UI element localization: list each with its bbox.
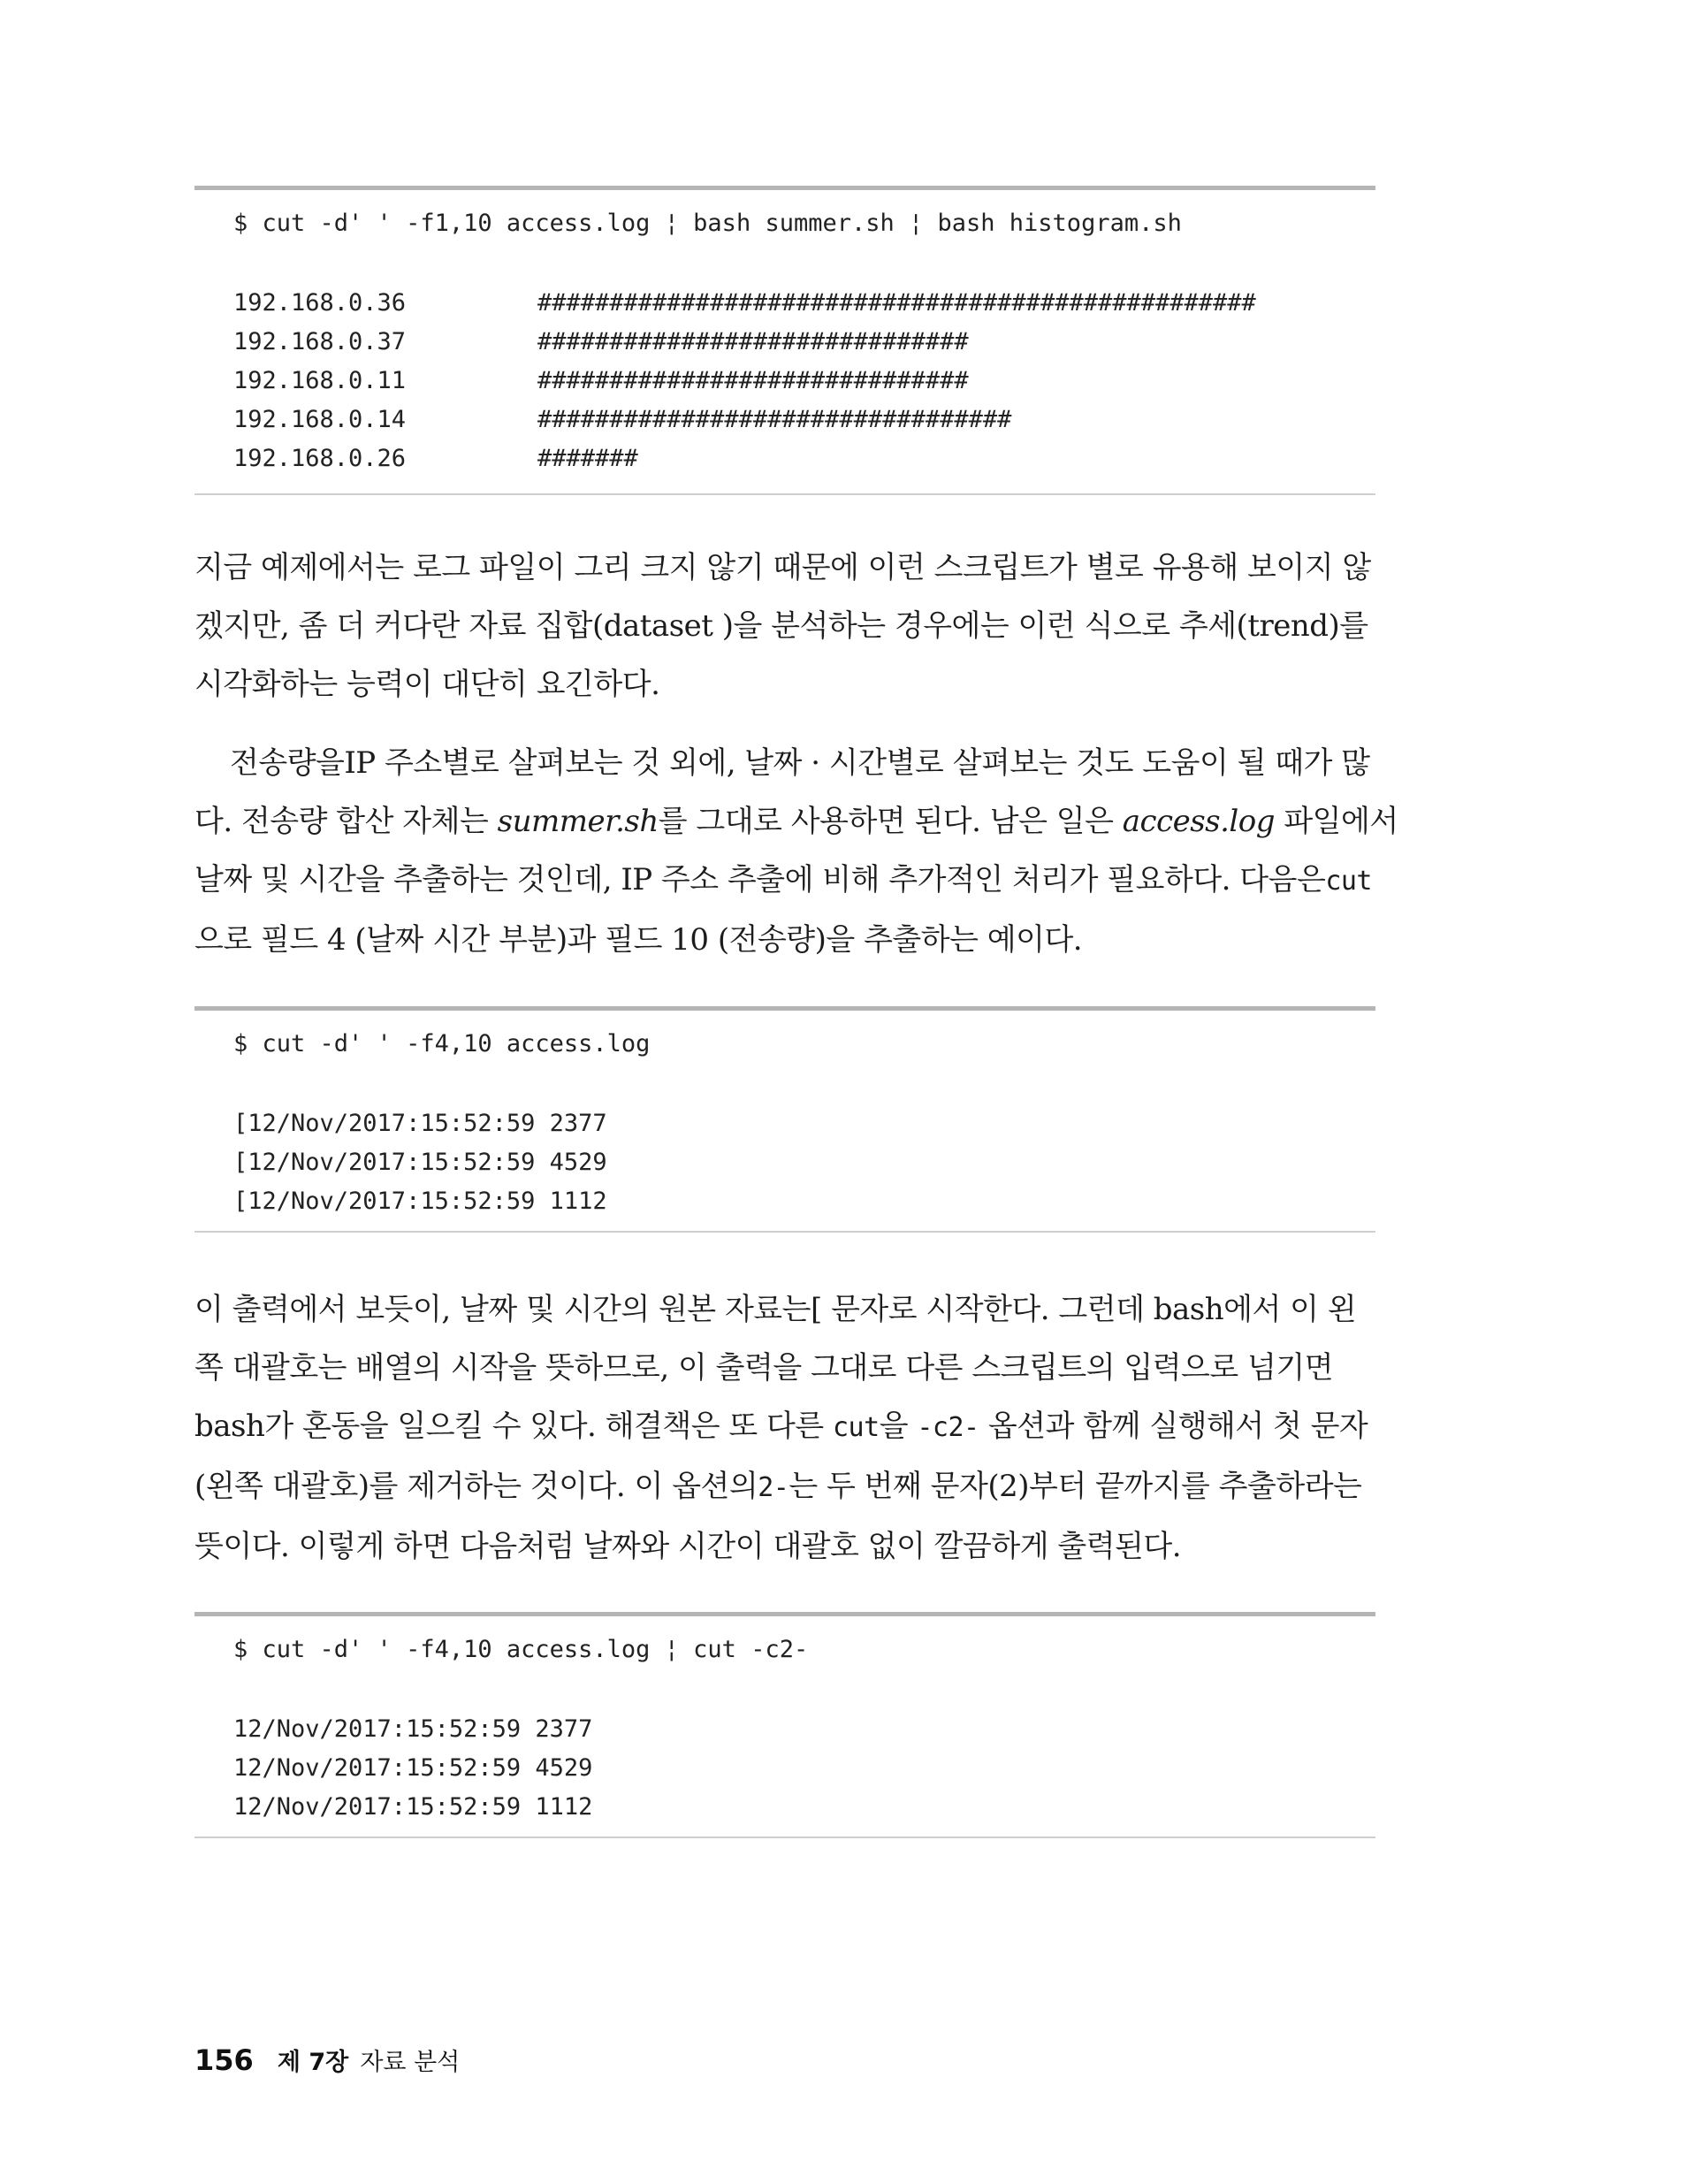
text-line: 뜻이다. 이렇게 하면 다음처럼 날짜와 시간이 대괄호 없이 깔끔하게 출력된다. <box>194 1529 1182 1564</box>
histogram-row <box>233 328 969 355</box>
page-number: 156 <box>194 2043 254 2077</box>
output-line: 12/Nov/2017:15:52:59 2377 <box>233 1715 593 1743</box>
text-span: bash가 혼동을 일으킬 수 있다. 해결책은 또 다른 <box>194 1409 833 1444</box>
code-block-cut-f4 <box>194 1006 1375 1233</box>
text-line: 전송량을IP 주소별로 살펴보는 것 외에, 날짜 · 시간별로 살펴보는 것도 도움이 될 때가 많 <box>230 745 1370 781</box>
inline-code-2: 2- <box>758 1472 789 1503</box>
command-line: $ cut -d' ' -f4,10 access.log <box>233 1030 651 1058</box>
histogram-row <box>233 289 1256 317</box>
ip-address: 192.168.0.26 <box>233 445 407 472</box>
text-line <box>194 851 1375 911</box>
text-span: 을 <box>879 1409 918 1444</box>
page-footer <box>194 2043 460 2077</box>
histogram-bar: ####### <box>537 445 638 472</box>
chapter-label: 제 7장 <box>277 2049 349 2076</box>
output-line: [12/Nov/2017:15:52:59 1112 <box>233 1187 607 1215</box>
inline-code-c2: -c2- <box>917 1412 979 1443</box>
filename-summer: summer.sh <box>497 804 659 839</box>
histogram-row <box>233 445 638 472</box>
text-span: 를 그대로 사용하면 된다. 남은 일은 <box>658 804 1123 839</box>
histogram-bar: ################################# <box>537 406 1012 433</box>
text-line: 이 출력에서 보듯이, 날짜 및 시간의 원본 자료는[ 문자로 시작한다. 그런데 bash에서 이 왼 <box>194 1292 1357 1327</box>
paragraph-date-time <box>194 734 1398 969</box>
ip-address: 192.168.0.11 <box>233 367 407 394</box>
text-span: (왼쪽 대괄호)를 제거하는 것이다. 이 옵션의 <box>194 1469 758 1504</box>
paragraph-trend <box>194 538 1375 714</box>
histogram-row <box>233 367 969 394</box>
ip-address: 192.168.0.37 <box>233 328 407 355</box>
output-line: 12/Nov/2017:15:52:59 4529 <box>233 1754 593 1782</box>
code-block-histogram <box>194 186 1375 495</box>
text-span: 다. 전송량 합산 자체는 <box>194 804 498 839</box>
inline-code-cut: cut <box>833 1412 880 1443</box>
text-line <box>194 792 1398 851</box>
histogram-bar: ############################## <box>537 328 969 355</box>
command-line: $ cut -d' ' -f4,10 access.log ¦ cut -c2- <box>233 1636 809 1663</box>
output-line: [12/Nov/2017:15:52:59 4529 <box>233 1149 607 1176</box>
output-line: [12/Nov/2017:15:52:59 2377 <box>233 1110 607 1137</box>
ip-address: 192.168.0.14 <box>233 406 407 433</box>
text-span: 는 두 번째 문자(2)부터 끝까지를 추출하라는 <box>789 1469 1362 1504</box>
histogram-row <box>233 406 1011 433</box>
text-line <box>194 1457 1375 1517</box>
text-line: 지금 예제에서는 로그 파일이 그리 크지 않기 때문에 이런 스크립트가 별로 유용해 보이지 않 <box>194 550 1371 585</box>
text-span: 옵션과 함께 실행해서 첫 문자 <box>979 1409 1368 1444</box>
text-span: 날짜 및 시간을 추출하는 것인데, IP 주소 추출에 비해 추가적인 처리가 필요하다. 다음은 <box>194 862 1326 897</box>
paragraph-bracket <box>194 1280 1375 1576</box>
text-line: 시각화하는 능력이 대단히 요긴하다. <box>194 667 660 702</box>
text-line <box>194 1397 1375 1457</box>
code-block-cut-c2 <box>194 1612 1375 1838</box>
histogram-bar: ################################################## <box>537 289 1256 317</box>
ip-address: 192.168.0.36 <box>233 289 407 317</box>
histogram-bar: ############################## <box>537 367 969 394</box>
chapter-title: 자료 분석 <box>360 2049 461 2076</box>
text-line: 쪽 대괄호는 배열의 시작을 뜻하므로, 이 출력을 그대로 다른 스크립트의 입력으로 넘기면 <box>194 1350 1334 1386</box>
filename-access-log: access.log <box>1122 804 1276 839</box>
command-line: $ cut -d' ' -f1,10 access.log ¦ bash summer.sh ¦ bash histogram.sh <box>233 210 1182 237</box>
text-line: 으로 필드 4 (날짜 시간 부분)과 필드 10 (전송량)을 추출하는 예이다. <box>194 922 1083 958</box>
output-line: 12/Nov/2017:15:52:59 1112 <box>233 1793 593 1821</box>
inline-code-cut: cut <box>1325 866 1372 897</box>
text-line: 겠지만, 좀 더 커다란 자료 집합(dataset )을 분석하는 경우에는 이런 식으로 추세(trend)를 <box>194 608 1368 644</box>
text-span: 파일에서 <box>1275 804 1398 839</box>
